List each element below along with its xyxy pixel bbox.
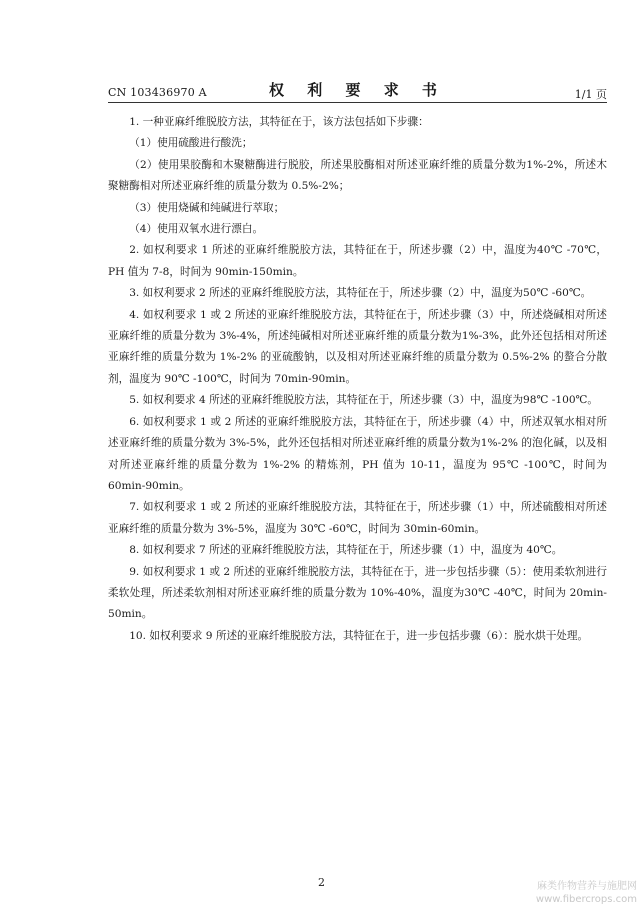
claim-8: 8. 如权利要求 7 所述的亚麻纤维脱胶方法，其特征在于，所述步骤（1）中，温度为 40℃。 <box>129 544 563 557</box>
claim-3: 3. 如权利要求 2 所述的亚麻纤维脱胶方法，其特征在于，所述步骤（2）中，温度为50℃ -60℃。 <box>129 287 592 300</box>
claims-body <box>108 112 607 647</box>
claim-1-step-2: （2）使用果胶酶和木聚糖酶进行脱胶，所述果胶酶相对所述亚麻纤维的质量分数为1%-2%，所述木聚糖酶相对所述亚麻纤维的质量分数为 0.5%-2%； <box>108 158 607 193</box>
document-title: 权 利 要 求 书 <box>269 81 446 99</box>
claim-9: 9. 如权利要求 1 或 2 所述的亚麻纤维脱胶方法，其特征在于，进一步包括步骤（5）：使用柔软剂进行柔软处理，所述柔软剂相对所述亚麻纤维的质量分数为 10%-40%，温度为30℃ -40℃，时间为 20min-50min。 <box>108 565 607 621</box>
claim-1: 1. 一种亚麻纤维脱胶方法，其特征在于，该方法包括如下步骤： <box>129 116 429 128</box>
watermark-url: www.fibercrops.com <box>535 894 637 905</box>
claim-2: 2. 如权利要求 1 所述的亚麻纤维脱胶方法，其特征在于，所述步骤（2）中，温度为40℃ -70℃，PH 值为 7-8，时间为 90min-150min。 <box>108 244 607 278</box>
claim-1-step-1: （1）使用硫酸进行酸洗； <box>129 137 253 150</box>
claim-4: 4. 如权利要求 1 或 2 所述的亚麻纤维脱胶方法，其特征在于，所述步骤（3）中，所述烧碱相对所述亚麻纤维的质量分数为 3%-4%，所述纯碱相对所述亚麻纤维的质量分数为1%-3%，此外还包括相对所述亚麻纤维的质量分数为 1%-2% 的亚硫酸钠，以及相对所述亚麻纤维的质量分数为 0.5%-2% 的螯合分散剂，温度为 90℃ -100℃，时间为 70min-90min。 <box>108 308 607 385</box>
page-header <box>108 76 607 102</box>
watermark-site-name: 麻类作物营养与施肥网 <box>537 881 637 892</box>
claim-6: 6. 如权利要求 1 或 2 所述的亚麻纤维脱胶方法，其特征在于，所述步骤（4）中，所述双氧水相对所述亚麻纤维的质量分数为 3%-5%，此外还包括相对所述亚麻纤维的质量分数为1%-2% 的泡化碱，以及相对所述亚麻纤维的质量分数为 1%-2% 的精炼剂，PH 值为 10-11，温度为 95℃ -100℃，时间为 60min-90min。 <box>108 415 607 492</box>
site-watermark <box>536 880 637 906</box>
header-rule <box>108 102 607 103</box>
claim-1-step-4: （4）使用双氧水进行漂白。 <box>129 223 264 236</box>
claim-7: 7. 如权利要求 1 或 2 所述的亚麻纤维脱胶方法，其特征在于，所述步骤（1）中，所述硫酸相对所述亚麻纤维的质量分数为 3%-5%，温度为 30℃ -60℃，时间为 30min-60min。 <box>108 501 607 535</box>
page-indicator: 1/1 页 <box>574 88 607 101</box>
claim-1-step-3: （3）使用烧碱和纯碱进行萃取； <box>129 201 285 214</box>
page-number: 2 <box>318 876 325 889</box>
claim-5: 5. 如权利要求 4 所述的亚麻纤维脱胶方法，其特征在于，所述步骤（3）中，温度为98℃ -100℃。 <box>129 394 599 407</box>
patent-number: CN 103436970 A <box>108 86 207 99</box>
claim-10: 10. 如权利要求 9 所述的亚麻纤维脱胶方法，其特征在于，进一步包括步骤（6）：脱水烘干处理。 <box>129 629 589 642</box>
